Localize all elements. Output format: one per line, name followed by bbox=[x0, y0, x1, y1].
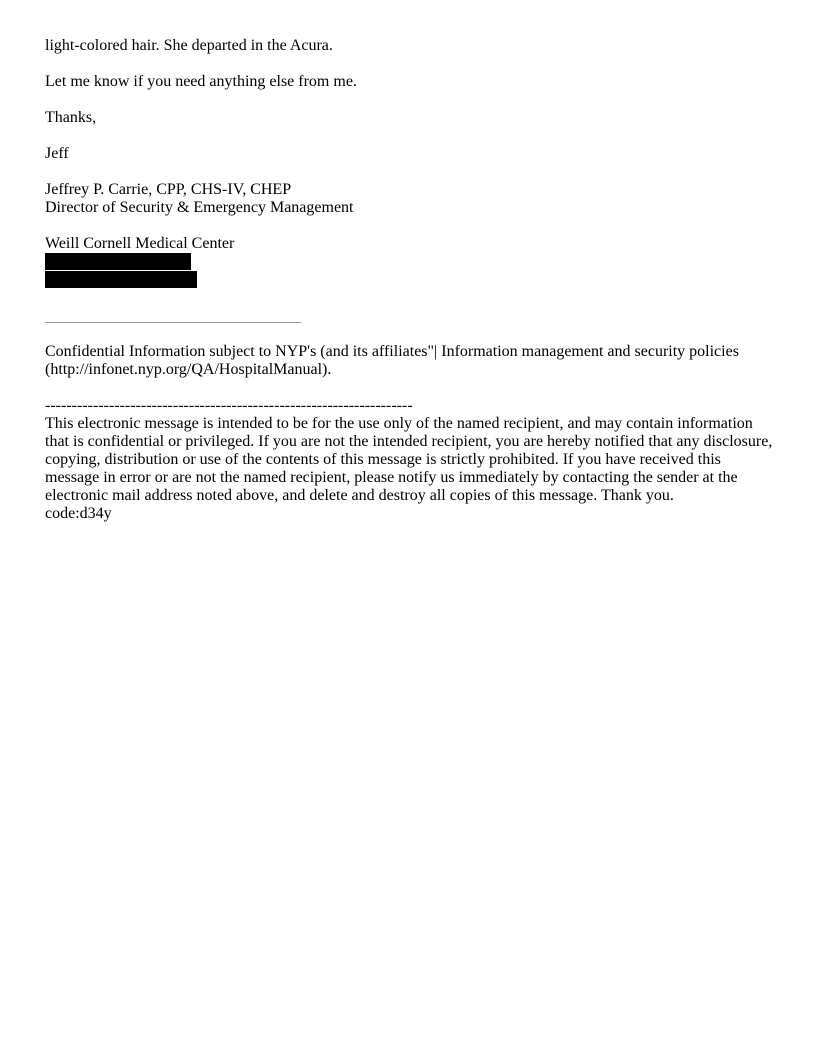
spacer bbox=[45, 323, 775, 343]
spacer bbox=[45, 217, 775, 235]
signature-name: Jeffrey P. Carrie, CPP, CHS-IV, CHEP bbox=[45, 181, 292, 198]
body-line-hair: light-colored hair. She departed in the Acura. bbox=[45, 37, 333, 54]
email-document bbox=[45, 37, 775, 523]
body-line-thanks: Thanks, bbox=[45, 109, 97, 126]
dash-separator: --------------------------------------------------------------------- bbox=[45, 397, 413, 414]
spacer bbox=[45, 127, 775, 145]
signature-title: Director of Security & Emergency Management bbox=[45, 199, 354, 216]
redaction-bar bbox=[45, 271, 197, 288]
signature-organization: Weill Cornell Medical Center bbox=[45, 235, 235, 252]
redaction-bar bbox=[45, 253, 191, 270]
spacer bbox=[45, 379, 775, 397]
message-code: code:d34y bbox=[45, 505, 112, 522]
spacer bbox=[45, 289, 775, 322]
spacer bbox=[45, 91, 775, 109]
spacer bbox=[45, 55, 775, 73]
signature-block bbox=[45, 181, 775, 288]
disclaimer-text: This electronic message is intended to be for the use only of the named recipient, and may contain information that is confidential or privileged. If you are not the intended recipient, you are hereby notified that any disclosure, copying, distribution or use of the contents of this message is strictly prohibited. If you have received this message in error or are not the named recipient, please notify us immediately by contacting the sender at the electronic mail address noted above, and delete and destroy all copies of this message. Thank you. bbox=[45, 415, 773, 504]
body-line-let-me-know: Let me know if you need anything else from me. bbox=[45, 73, 357, 90]
spacer bbox=[45, 163, 775, 181]
body-line-sender-first-name: Jeff bbox=[45, 145, 69, 162]
confidential-notice: Confidential Information subject to NYP's (and its affiliates"| Information management and security policies (http://infonet.nyp.org/QA/HospitalManual). bbox=[45, 343, 739, 378]
